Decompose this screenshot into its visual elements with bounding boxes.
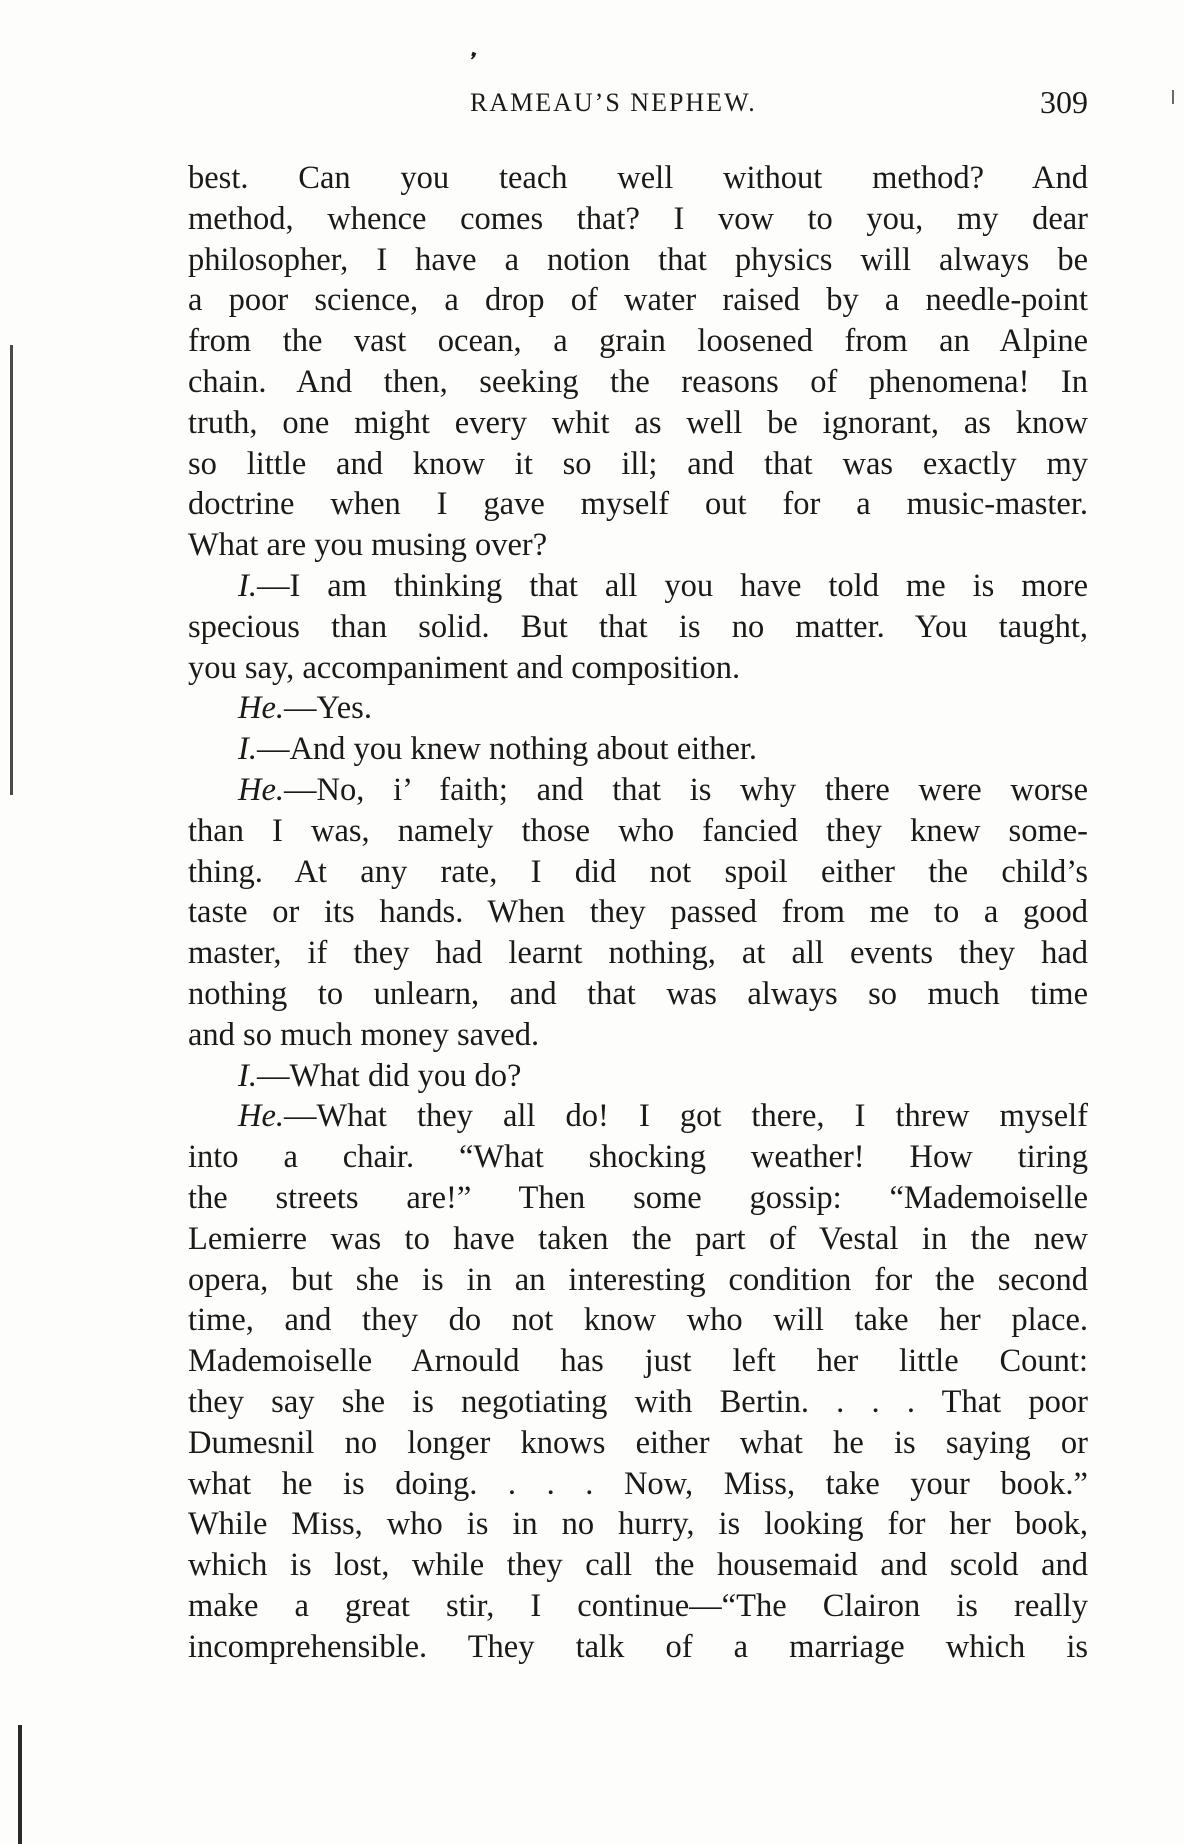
- speaker-label: He.: [238, 1098, 285, 1135]
- text-line: master, if they had learnt nothing, at all events they had: [188, 935, 1088, 972]
- text-line: thing. At any rate, I did not spoil either the child’s: [188, 853, 1088, 890]
- page-number: 309: [1040, 84, 1088, 120]
- text-line: they say she is negotiating with Bertin. . . . That poor: [188, 1383, 1088, 1420]
- text-line: incomprehensible. They talk of a marriage which is: [188, 1628, 1088, 1665]
- speaker-text: —And you knew nothing about either.: [256, 731, 758, 768]
- speaker-label: He.: [238, 690, 285, 727]
- speaker-label: I.: [238, 1057, 257, 1094]
- speaker-text: —Yes.: [284, 690, 372, 727]
- text-line: Mademoiselle Arnould has just left her little Count:: [188, 1343, 1088, 1380]
- speaker-text: —No, i’ faith; and that is why there were worse: [284, 771, 1088, 808]
- text-line: opera, but she is in an interesting condition for the second: [188, 1261, 1088, 1298]
- text-line: and so much money saved.: [188, 1016, 540, 1053]
- speaker-label: I.: [238, 567, 257, 604]
- text-line: doctrine when I gave myself out for a music-master.: [188, 486, 1088, 523]
- speaker-label: He.: [238, 771, 285, 808]
- text-line: [188, 566, 1088, 607]
- text-line: Dumesnil no longer knows either what he is saying or: [188, 1424, 1088, 1461]
- scan-edge-mark-right: [1172, 90, 1174, 104]
- text-line: so little and know it so ill; and that was exactly my: [188, 445, 1088, 482]
- speaker-label: I.: [238, 731, 257, 768]
- text-line: the streets are!” Then some gossip: “Mademoiselle: [188, 1179, 1088, 1216]
- text-line: best. Can you teach well without method? And: [188, 160, 1088, 196]
- running-title: RAMEAU’S NEPHEW.: [470, 88, 757, 117]
- text-line: which is lost, while they call the housemaid and scold and: [188, 1547, 1088, 1584]
- text-line: philosopher, I have a notion that physics will always be: [188, 241, 1088, 278]
- running-head: [188, 84, 1088, 128]
- text-line: from the vast ocean, a grain loosened from an Alpine: [188, 323, 1088, 360]
- text-line: make a great stir, I continue—“The Clairon is really: [188, 1587, 1088, 1624]
- body-text: [188, 158, 1088, 1667]
- scan-edge-mark-upper: [10, 345, 13, 795]
- speaker-text: —I am thinking that all you have told me is more: [256, 567, 1088, 604]
- text-line: taste or its hands. When they passed from me to a good: [188, 894, 1088, 931]
- text-line: [188, 770, 1088, 811]
- text-line: time, and they do not know who will take her place.: [188, 1302, 1088, 1339]
- text-line: [188, 688, 1088, 729]
- text-line: truth, one might every whit as well be ignorant, as know: [188, 404, 1088, 441]
- ink-mark: ❜: [464, 47, 480, 74]
- text-line: than I was, namely those who fancied they knew some-: [188, 812, 1088, 849]
- text-line: Lemierre was to have taken the part of Vestal in the new: [188, 1220, 1088, 1257]
- text-line: [188, 729, 1088, 770]
- text-line: chain. And then, seeking the reasons of phenomena! In: [188, 363, 1088, 400]
- text-line: [188, 1096, 1088, 1137]
- speaker-text: —What they all do! I got there, I threw myself: [284, 1098, 1088, 1135]
- text-line: a poor science, a drop of water raised by a needle-point: [188, 282, 1088, 319]
- text-line: you say, accompaniment and composition.: [188, 649, 741, 686]
- text-line: [188, 1056, 1088, 1097]
- speaker-text: —What did you do?: [256, 1057, 522, 1094]
- text-line: specious than solid. But that is no matter. You taught,: [188, 608, 1088, 645]
- text-line: into a chair. “What shocking weather! How tiring: [188, 1139, 1088, 1176]
- text-line: what he is doing. . . . Now, Miss, take your book.”: [188, 1465, 1088, 1502]
- text-line: method, whence comes that? I vow to you, my dear: [188, 200, 1088, 237]
- text-line: While Miss, who is in no hurry, is looking for her book,: [188, 1506, 1088, 1543]
- text-line: What are you musing over?: [188, 527, 548, 564]
- text-line: nothing to unlearn, and that was always so much time: [188, 975, 1088, 1012]
- scan-edge-mark-lower: [18, 1725, 22, 1844]
